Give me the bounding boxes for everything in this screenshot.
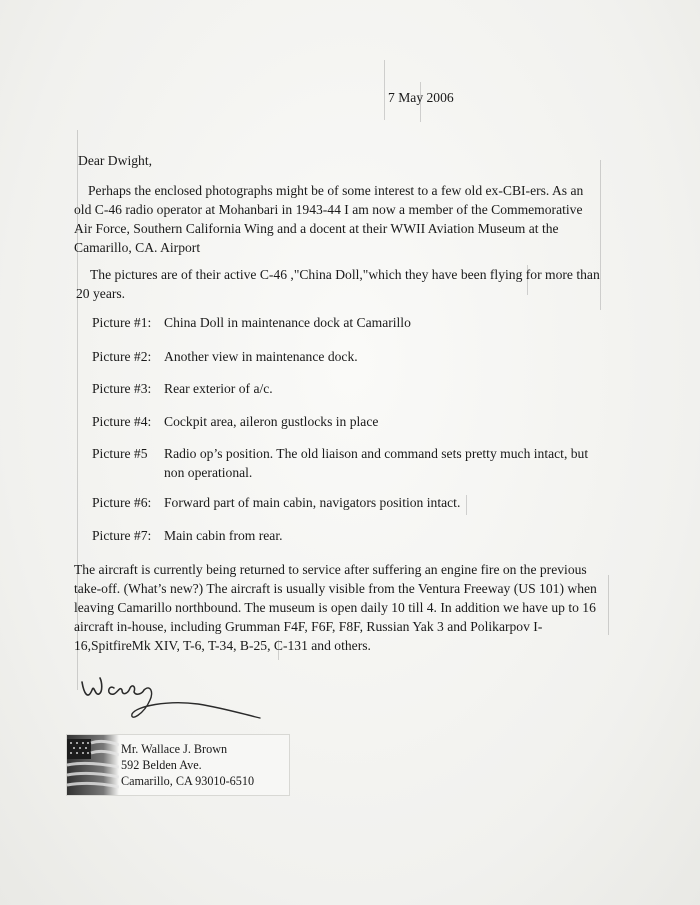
paragraph-line: 16,SpitfireMk XIV, T-6, T-34, B-25, C-131 and others. <box>74 638 371 653</box>
address-name: Mr. Wallace J. Brown <box>121 742 228 756</box>
paragraph-line: take-off. (What’s new?) The aircraft is usually visible from the Ventura Freeway (US 101) when <box>74 581 597 596</box>
address-street: 592 Belden Ave. <box>121 758 202 772</box>
picture-description-line: Forward part of main cabin, navigators position intact. <box>164 495 461 510</box>
picture-label: Picture #6: <box>92 495 152 510</box>
picture-description-line: Another view in maintenance dock. <box>164 349 358 364</box>
picture-description-line: China Doll in maintenance dock at Camarillo <box>164 315 411 330</box>
paragraph-pictures-intro <box>76 265 636 303</box>
american-flag-icon <box>67 735 119 795</box>
paragraph-line: old C-46 radio operator at Mohanbari in 1943-44 I am now a member of the Commemorative <box>74 202 583 217</box>
paragraph-line: aircraft in-house, including Grumman F4F, F6F, F8F, Russian Yak 3 and Polikarpov I- <box>74 619 543 634</box>
picture-label: Picture #7: <box>92 528 152 543</box>
picture-description-line: Main cabin from rear. <box>164 528 283 543</box>
paragraph-line: The aircraft is currently being returned to service after suffering an engine fire on the previous <box>74 562 587 577</box>
picture-description-line: Rear exterior of a/c. <box>164 381 273 396</box>
paragraph-line: Air Force, Southern California Wing and a docent at their WWII Aviation Museum at the <box>74 221 559 236</box>
picture-label: Picture #5 <box>92 446 148 461</box>
paragraph-line: The pictures are of their active C-46 ,"China Doll,"which they have been flying for more than <box>90 267 600 282</box>
picture-description <box>164 379 273 398</box>
picture-label: Picture #4: <box>92 414 152 429</box>
salutation: Dear Dwight, <box>78 153 152 168</box>
picture-label: Picture #1: <box>92 315 152 330</box>
address-city: Camarillo, CA 93010-6510 <box>121 774 255 788</box>
picture-description-line: non operational. <box>164 465 253 480</box>
picture-label: Picture #3: <box>92 381 152 396</box>
picture-label: Picture #2: <box>92 349 152 364</box>
picture-description <box>164 412 378 431</box>
picture-description-line: Cockpit area, aileron gustlocks in place <box>164 414 379 429</box>
picture-description <box>164 493 460 512</box>
address-label <box>66 734 290 796</box>
picture-description <box>164 526 283 545</box>
return-address <box>121 741 254 789</box>
paragraph-line: Camarillo, CA. Airport <box>74 240 201 255</box>
picture-description <box>164 347 358 366</box>
picture-description <box>164 313 411 332</box>
paragraph-line: leaving Camarillo northbound. The museum is open daily 10 till 4. In addition we have up to 16 <box>74 600 596 615</box>
letter-date: 7 May 2006 <box>388 90 454 105</box>
paragraph-closing <box>74 560 634 655</box>
paragraph-intro <box>74 181 614 257</box>
paragraph-line: 20 years. <box>76 286 126 301</box>
picture-description <box>164 444 588 482</box>
scan-line <box>384 60 385 120</box>
signature-icon <box>78 660 278 740</box>
scan-line <box>466 495 467 515</box>
paragraph-line: Perhaps the enclosed photographs might be of some interest to a few old ex-CBI-ers. As an <box>88 183 584 198</box>
picture-description-line: Radio op’s position. The old liaison and command sets pretty much intact, but <box>164 446 589 461</box>
